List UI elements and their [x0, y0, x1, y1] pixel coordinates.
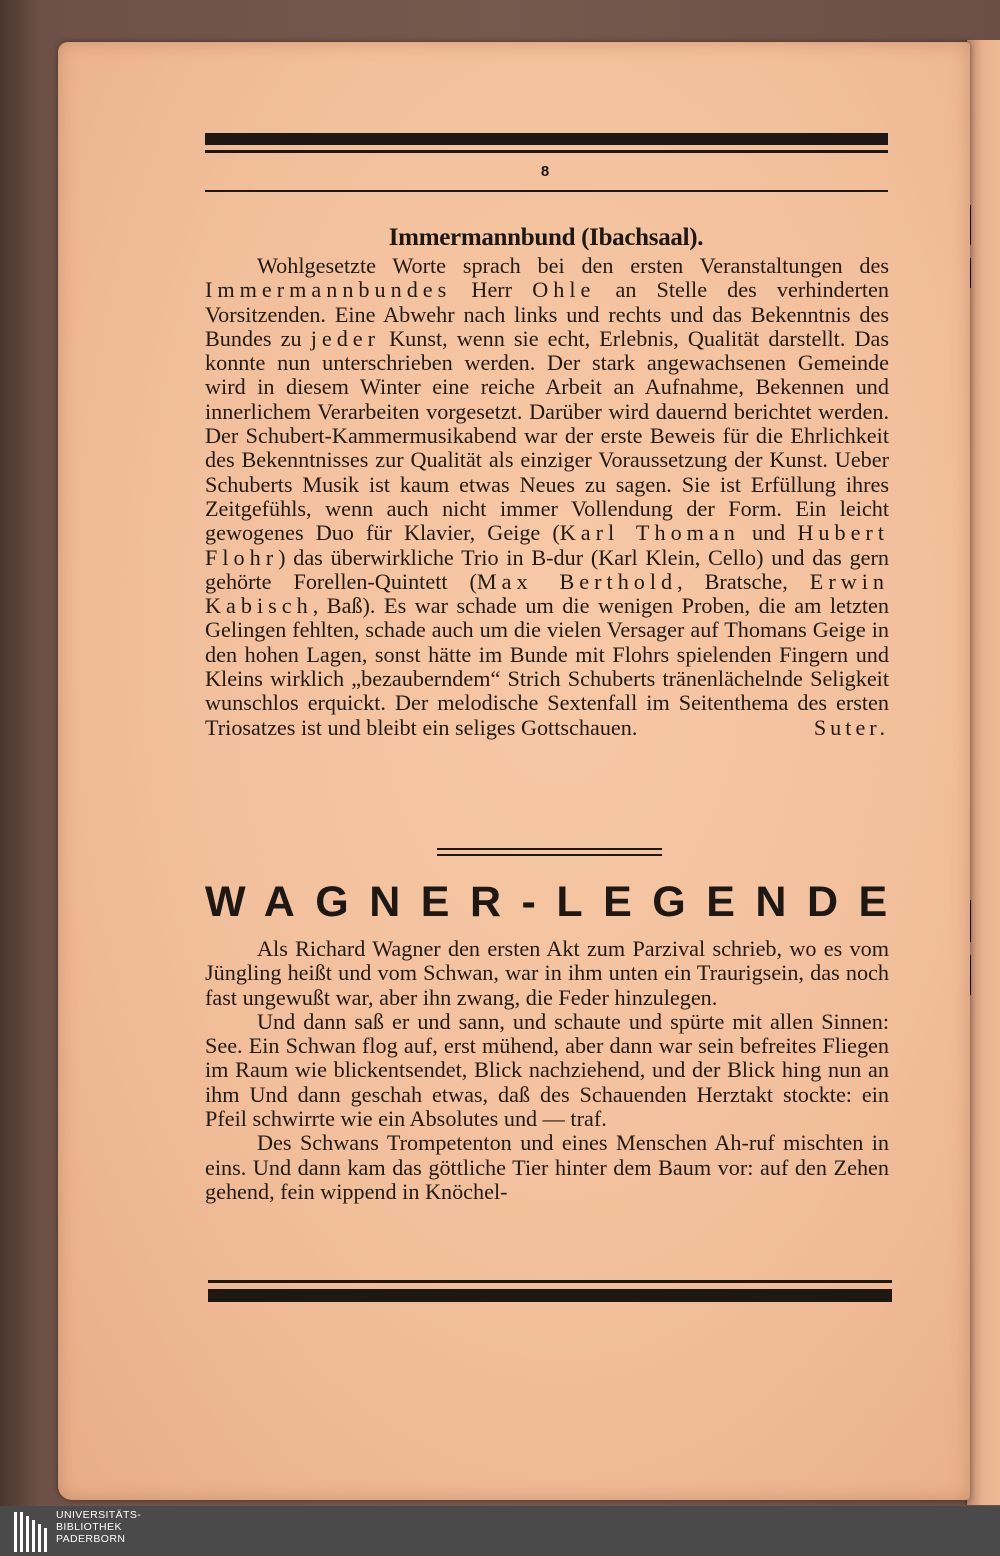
library-logo-icon [14, 1512, 48, 1552]
article-title: WAGNER-LEGENDE [205, 878, 908, 926]
spaced-name: jeder [310, 325, 381, 351]
header-rule-thick [205, 133, 888, 145]
footer-rule-thin [208, 1280, 892, 1283]
text-run: an Stelle des verhinderten Vorsitzenden. Eine Abwehr nach links und rechts und das Bekenntnis des Bundes zu [205, 277, 889, 351]
spaced-name: Max Berthold [476, 568, 678, 594]
section-separator [437, 854, 662, 856]
library-footer [0, 1506, 1000, 1556]
article-1-body [205, 254, 889, 740]
text-run: Herr [451, 277, 533, 303]
library-name-line: BIBLIOTHEK [56, 1521, 122, 1533]
article-2-body [205, 937, 889, 1204]
author-signature: Suter. [813, 714, 889, 740]
paragraph: Und dann saß er und sann, und schaute und spürte mit allen Sinnen: See. Ein Schwan flog auf, erst mühend, aber dann war sein befreites Fliegen im Raum wie blickentsendet, Blick nachziehend, und der Blick hing nun an ihm Und dann geschah etwas, daß des Schauenden Herztakt stockte: ein Pfeil schwirrte wie ein Absolutes und — traf. [205, 1008, 889, 1132]
library-name [56, 1509, 141, 1545]
text-run: Wohlgesetzte Worte sprach bei den ersten Veranstaltungen des [257, 253, 889, 278]
text-run: und [739, 520, 798, 546]
footer-rule-thick [208, 1289, 892, 1302]
library-name-line: PADERBORN [56, 1533, 126, 1545]
page-number: 8 [540, 163, 550, 180]
paragraph [205, 254, 889, 740]
text-run: Kunst, wenn sie echt, Erlebnis, Qualität darstellt. Das konnte nun unterschrieben werden. Der stark angewachsenen Gemeinde wird in diesem Winter eine reiche Arbeit an Aufnahme, Bekennen und innerlichem Verarbeiten vorgesetzt. Darüber wird dauernd berichtet werden. Der Schubert-Kammermusikabend war der erste Beweis für die Ehrlichkeit des Bekenntnisses zur Qualität als einziger Voraussetzung der Kunst. Ueber Schuberts Musik ist kaum etwas Neues zu sagen. Sie ist Erfüllung ihres Zeitgefühls, wenn auch nicht immer Vollendung der Form. Ein leicht gewogenes Duo für Klavier, Geige ( [205, 325, 889, 546]
header-rule-lower [205, 190, 888, 192]
text-run: , Baß). Es war schade um die wenigen Proben, die am letzten Gelingen fehlten, schade auch um die vielen Versager auf Thomans Geige in den hohen Lagen, sonst hätte im Bunde mit Flohrs spielenden Fingern und Kleins wirklich „bezauberndem“ Strich Schuberts tränenlächelnde Seligkeit wunschlos erquickt. Der melodische Sextenfall im Seitenthema des ersten Triosatzes ist und bleibt ein seliges Gottschauen. [205, 593, 889, 740]
spaced-name: Hubert Flohr [205, 520, 889, 570]
paragraph: Des Schwans Trompetenton und eines Menschen Ah-ruf mischten in eins. Und dann kam das göttliche Tier hinter dem Baum vor: auf den Zehen gehend, fein wippend in Knöchel- [205, 1130, 889, 1204]
section-separator [437, 848, 662, 850]
header-rule-thin [205, 150, 888, 153]
text-run: , Bratsche, [677, 568, 810, 594]
spaced-name: Ohle [532, 277, 596, 303]
spaced-name: Karl Thoman [559, 520, 740, 546]
spaced-name: Immermannbundes [205, 277, 452, 303]
text-run: ) das überwirkliche Trio in B-dur (Karl Klein, Cello) und das gern gehörte Forellen-Quintett ( [205, 544, 889, 594]
library-name-line: UNIVERSITÄTS- [56, 1509, 142, 1521]
paragraph: Als Richard Wagner den ersten Akt zum Parzival schrieb, wo es vom Jüngling heißt und vom Schwan, war in ihm unten ein Traurigsein, das noch fast ungewußt war, aber ihn zwang, die Feder hinzulegen. [205, 936, 889, 1010]
spaced-name: Erwin Kabisch [205, 568, 889, 619]
article-heading: Immermannbund (Ibachsaal). [388, 224, 704, 251]
